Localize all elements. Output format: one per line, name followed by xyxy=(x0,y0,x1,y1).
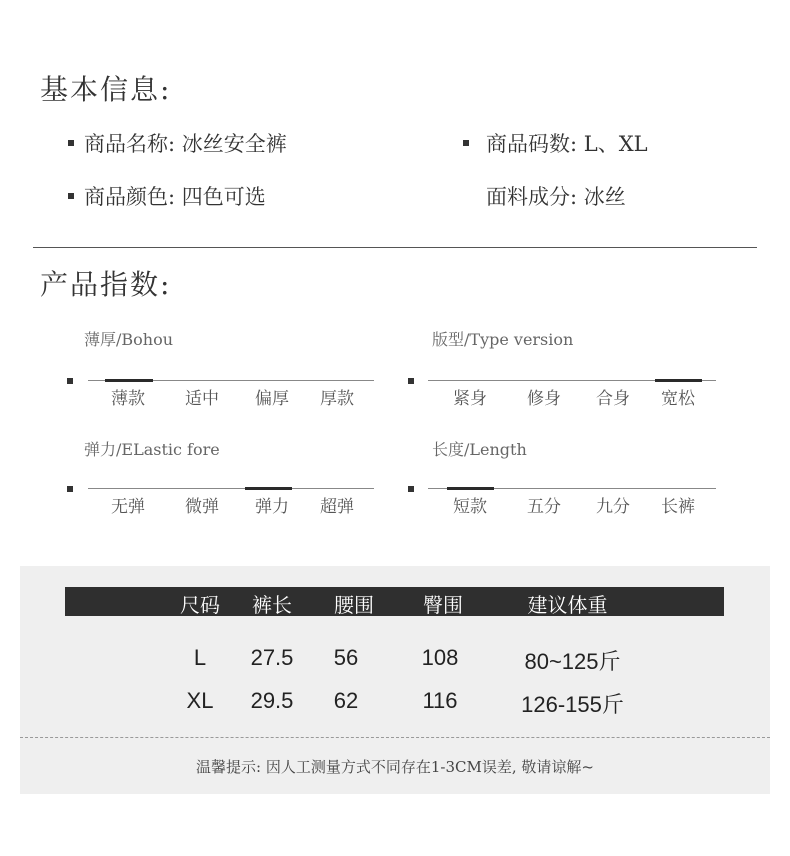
length-title: 长度/Length xyxy=(432,440,527,459)
table-cell: 116 xyxy=(422,688,458,713)
bullet-icon xyxy=(67,378,73,384)
bullet-icon xyxy=(68,193,74,199)
length-option: 长裤 xyxy=(661,497,695,517)
product-fabric: 面料成分: 冰丝 xyxy=(486,185,626,209)
fit-selected-marker xyxy=(655,379,702,382)
dashed-divider xyxy=(20,737,770,738)
fit-option: 紧身 xyxy=(453,389,487,409)
elasticity-option: 无弹 xyxy=(111,497,145,517)
header-size: 尺码 xyxy=(180,593,220,617)
length-option: 短款 xyxy=(453,497,487,517)
length-option: 九分 xyxy=(596,497,630,517)
thickness-option: 偏厚 xyxy=(255,389,289,409)
length-option: 五分 xyxy=(527,497,561,517)
header-weight: 建议体重 xyxy=(527,593,608,617)
header-hip: 臀围 xyxy=(423,593,463,617)
bullet-icon xyxy=(408,378,414,384)
table-cell: 27.5 xyxy=(250,645,294,670)
bullet-icon xyxy=(408,486,414,492)
elasticity-scale-line xyxy=(88,488,374,489)
measurement-note: 温馨提示: 因人工测量方式不同存在1-3CM误差, 敬请谅解~ xyxy=(196,758,594,776)
table-cell: 29.5 xyxy=(250,688,294,713)
bullet-icon xyxy=(68,140,74,146)
table-cell: 62 xyxy=(333,688,359,713)
product-colors: 商品颜色: 四色可选 xyxy=(84,185,266,209)
table-cell: XL xyxy=(186,688,214,713)
table-cell: 108 xyxy=(421,645,459,670)
thickness-option: 薄款 xyxy=(111,389,145,409)
table-cell: 56 xyxy=(333,645,359,670)
thickness-option: 适中 xyxy=(185,389,219,409)
elasticity-option: 微弹 xyxy=(185,497,219,517)
fit-title: 版型/Type version xyxy=(432,330,574,349)
table-cell: 80~125斤 xyxy=(524,649,621,674)
bullet-icon xyxy=(463,140,469,146)
basic-info-heading: 基本信息: xyxy=(40,73,172,106)
elasticity-option: 超弹 xyxy=(320,497,354,517)
elasticity-title: 弹力/ELastic fore xyxy=(84,440,220,459)
length-selected-marker xyxy=(447,487,494,490)
header-length: 裤长 xyxy=(252,593,292,617)
thickness-selected-marker xyxy=(105,379,153,382)
header-waist: 腰围 xyxy=(334,593,374,617)
elasticity-selected-marker xyxy=(245,487,292,490)
fit-option: 宽松 xyxy=(661,389,695,409)
thickness-title: 薄厚/Bohou xyxy=(84,330,174,349)
fit-option: 修身 xyxy=(527,389,561,409)
bullet-icon xyxy=(67,486,73,492)
elasticity-option: 弹力 xyxy=(255,497,289,517)
table-cell: L xyxy=(193,645,207,670)
fit-option: 合身 xyxy=(596,389,630,409)
product-index-heading: 产品指数: xyxy=(40,268,172,301)
thickness-option: 厚款 xyxy=(320,389,354,409)
product-name: 商品名称: 冰丝安全裤 xyxy=(84,132,287,156)
section-divider xyxy=(33,247,757,248)
table-cell: 126-155斤 xyxy=(521,692,624,717)
product-sizes: 商品码数: L、XL xyxy=(486,132,648,156)
